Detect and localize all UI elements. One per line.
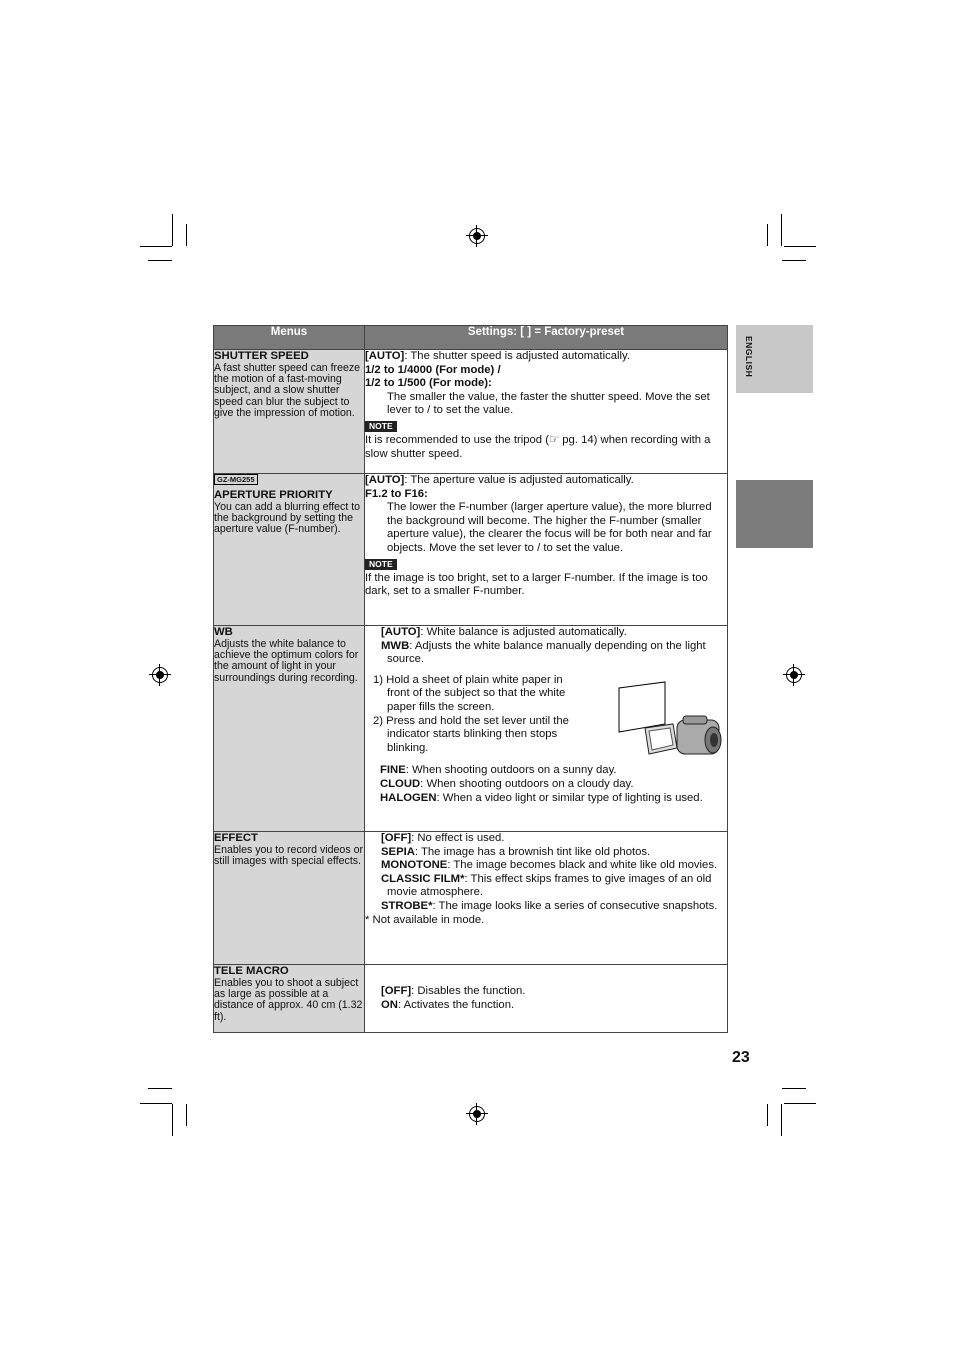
tele-macro-settings xyxy=(365,965,728,1033)
crop-mark xyxy=(186,224,187,246)
registration-mark-icon xyxy=(469,228,485,244)
page-number: 23 xyxy=(732,1049,750,1066)
aperture-desc: You can add a blurring effect to the background by setting the aperture value (F-number). xyxy=(214,501,361,536)
shutter-range-1: 1/2 to 1/4000 (For mode) / xyxy=(365,363,501,376)
section-tab xyxy=(736,480,813,548)
wb-auto-line: [AUTO]: White balance is adjusted automatically. xyxy=(381,626,627,638)
effect-settings xyxy=(365,832,728,965)
tele-off-line: [OFF]: Disables the function. xyxy=(381,984,526,997)
aperture-range: F1.2 to F16: xyxy=(365,487,428,500)
wb-fine-line: FINE: When shooting outdoors on a sunny day. xyxy=(380,764,617,777)
tele-on-line: ON: Activates the function. xyxy=(381,998,515,1011)
shutter-speed-cell xyxy=(214,350,365,474)
crop-mark xyxy=(781,1104,782,1136)
tele-macro-title: TELE MACRO xyxy=(214,965,289,977)
shutter-explain: The smaller the value, the faster the shutter speed. Move the set lever to / to set the value. xyxy=(387,390,710,417)
effect-footnote: * Not available in mode. xyxy=(365,913,485,926)
shutter-speed-title: SHUTTER SPEED xyxy=(214,350,309,362)
tele-macro-cell xyxy=(214,965,365,1033)
language-label: ENGLISH xyxy=(744,336,754,378)
crop-mark xyxy=(148,1088,172,1089)
tele-macro-desc: Enables you to shoot a subject as large as possible at a distance of approx. 40 cm (1.32 ft). xyxy=(214,977,363,1023)
wb-step-1: 1) Hold a sheet of plain white paper in front of the subject so that the white paper fills the screen. xyxy=(373,673,566,713)
wb-desc: Adjusts the white balance to achieve the optimum colors for the amount of light in your surroundings during recording. xyxy=(214,638,359,684)
crop-mark xyxy=(782,1088,806,1089)
crop-mark xyxy=(172,1104,173,1136)
crop-mark xyxy=(784,246,816,247)
shutter-speed-desc: A fast shutter speed can freeze the motion of a fast-moving subject, and a slow shutter speed can blur the subject to give the impression of motion. xyxy=(214,362,361,419)
wb-title: WB xyxy=(214,626,233,638)
camcorder-illustration xyxy=(613,680,725,766)
menu-settings-table xyxy=(213,325,728,1033)
crop-mark xyxy=(782,260,806,261)
crop-mark xyxy=(767,1104,768,1126)
wb-steps xyxy=(365,674,585,756)
effect-desc: Enables you to record videos or still images with special effects. xyxy=(214,844,363,868)
effect-sepia-line: SEPIA: The image has a brownish tint like old photos. xyxy=(381,845,651,858)
menus-header: Menus xyxy=(214,326,365,350)
wb-mwb-line: MWB: Adjusts the white balance manually depending on the light source. xyxy=(381,639,706,666)
crop-mark xyxy=(781,214,782,246)
aperture-explain: The lower the F-number (larger aperture value), the more blurred the background will become. The higher the F-number (smaller aperture value), the clearer the focus will be for both near and far objects. Move the set lever to / to set the value. xyxy=(387,501,712,554)
effect-off-line: [OFF]: No effect is used. xyxy=(381,832,505,844)
crop-mark xyxy=(148,260,172,261)
wb-cell xyxy=(214,626,365,832)
crop-mark xyxy=(172,214,173,246)
registration-mark-icon xyxy=(469,1106,485,1122)
registration-mark-icon xyxy=(786,667,802,683)
wb-settings xyxy=(365,626,728,832)
effect-title: EFFECT xyxy=(214,832,258,844)
crop-mark xyxy=(186,1104,187,1126)
shutter-speed-settings xyxy=(365,350,728,474)
aperture-priority-cell xyxy=(214,474,365,626)
shutter-range-2: 1/2 to 1/500 (For mode): xyxy=(365,377,492,390)
crop-mark xyxy=(140,1103,172,1104)
aperture-title: APERTURE PRIORITY xyxy=(214,489,333,501)
note-badge: NOTE xyxy=(365,559,397,570)
wb-presets xyxy=(365,764,727,805)
effect-monotone-line: MONOTONE: The image becomes black and white like old movies. xyxy=(381,859,718,872)
effect-classic-film-line: CLASSIC FILM*: This effect skips frames to give images of an old movie atmosphere. xyxy=(381,872,712,899)
wb-halogen-line: HALOGEN: When a video light or similar type of lighting is used. xyxy=(380,791,703,804)
shutter-auto-line: [AUTO]: The shutter speed is adjusted automatically. xyxy=(365,350,630,362)
crop-mark xyxy=(140,246,172,247)
shutter-note: It is recommended to use the tripod (☞ pg. 14) when recording with a slow shutter speed. xyxy=(365,433,711,460)
effect-cell xyxy=(214,832,365,965)
note-badge: NOTE xyxy=(365,421,397,432)
aperture-note: If the image is too bright, set to a larger F-number. If the image is too dark, set to a smaller F-number. xyxy=(365,571,708,598)
model-tag: GZ-MG255 xyxy=(214,474,258,485)
wb-cloud-line: CLOUD: When shooting outdoors on a cloudy day. xyxy=(380,777,634,790)
wb-step-2: 2) Press and hold the set lever until the indicator starts blinking then stops blinking. xyxy=(373,714,569,754)
aperture-settings xyxy=(365,474,728,626)
effect-strobe-line: STROBE*: The image looks like a series of consecutive snapshots. xyxy=(381,899,718,912)
crop-mark xyxy=(767,224,768,246)
aperture-auto-line: [AUTO]: The aperture value is adjusted automatically. xyxy=(365,474,634,486)
registration-mark-icon xyxy=(152,667,168,683)
settings-header: Settings: [ ] = Factory-preset xyxy=(365,326,728,350)
crop-mark xyxy=(784,1103,816,1104)
